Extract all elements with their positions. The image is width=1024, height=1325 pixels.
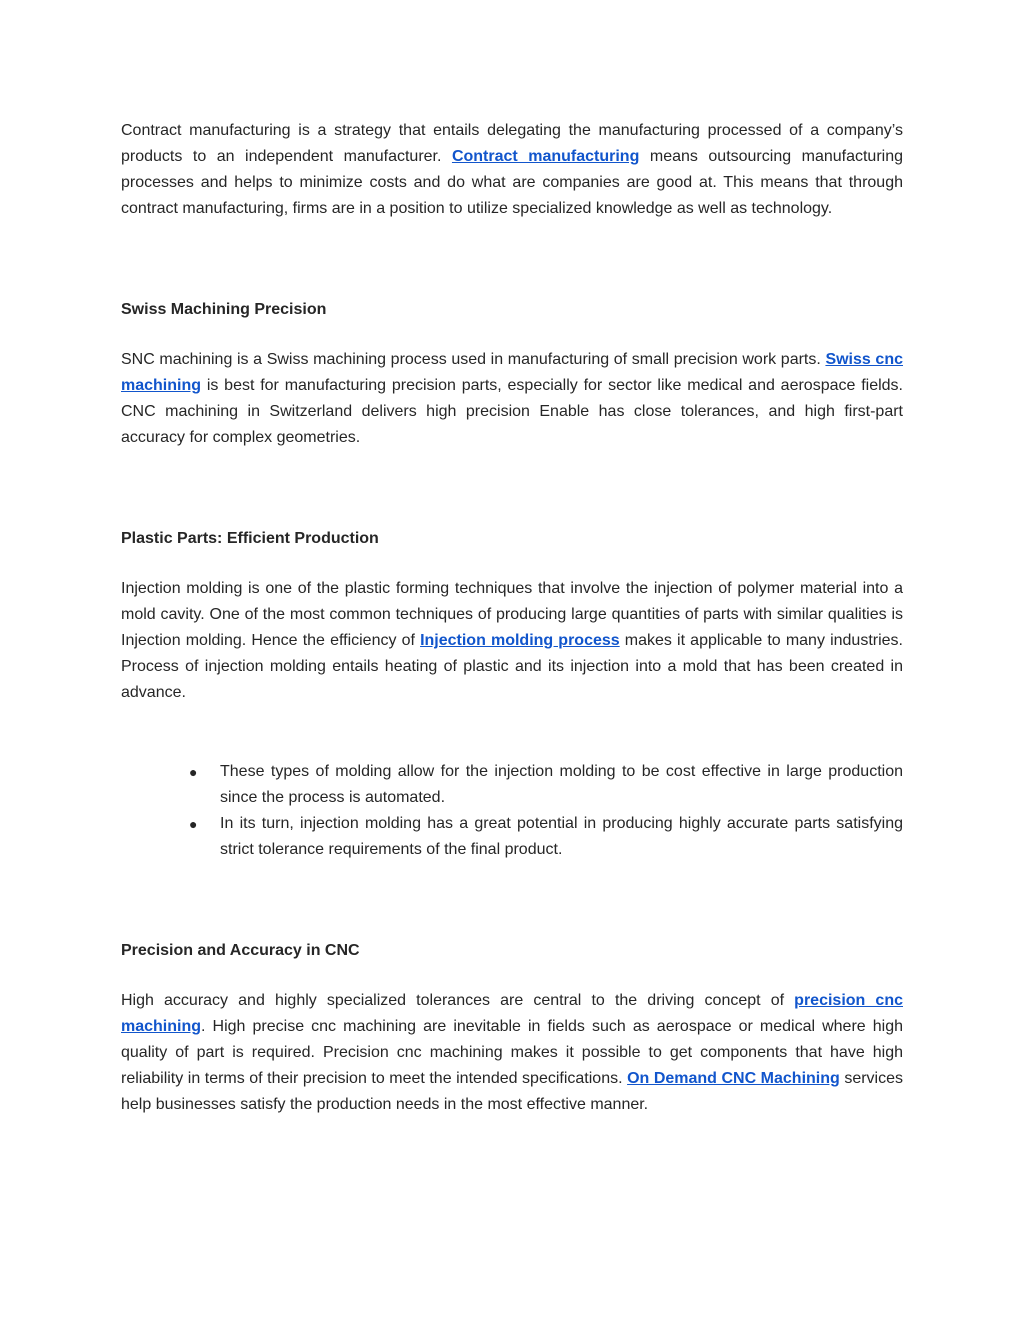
precision-text-end: services help businesses satisfy the production needs in the most effective manner. [121,1070,904,1113]
intro-text-end: means outsourcing manufacturing processes and helps to minimize costs and do what are companies are good at. This means that through contract manufacturing, firms are in a position to utilize specialized knowledge as well as technology. [121,148,904,217]
plastic-bullet-list [121,759,903,863]
bullet-icon: ● [189,816,198,832]
list-item [189,759,903,811]
plastic-paragraph [121,576,903,706]
on-demand-cnc-machining-link[interactable]: On Demand CNC Machining [627,1070,840,1087]
plastic-text-start: Injection molding is one of the plastic forming techniques that involve the injection of polymer material into a mold cavity. One of the most common techniques of producing large quantities of parts with similar qualities is Injection molding. Hence the efficiency of [121,580,903,649]
swiss-heading: Swiss Machining Precision [121,301,327,318]
list-item [189,811,903,863]
precision-heading: Precision and Accuracy in CNC [121,942,360,959]
list-item-text: In its turn, injection molding has a great potential in producing highly accurate parts satisfying strict tolerance requirements of the final product. [220,815,903,858]
contract-manufacturing-link[interactable]: Contract manufacturing [451,148,640,165]
document-page [121,118,903,1118]
precision-text-middle: . High precise cnc machining are inevitable in fields such as aerospace or medical where high quality of part is required. Precision cnc machining makes it possible to get components that have high reliability in terms of their precision to meet the intended specifications. [121,1018,903,1087]
bullet-icon: ● [189,764,198,780]
swiss-paragraph [121,347,903,451]
precision-text-start: High accuracy and highly specialized tolerances are central to the driving concept of [121,992,795,1009]
precision-cnc-machining-link[interactable]: precision cnc machining [121,992,903,1035]
plastic-heading: Plastic Parts: Efficient Production [121,530,379,547]
injection-molding-process-link[interactable]: Injection molding process [420,632,620,649]
precision-paragraph [121,988,903,1118]
swiss-text-start: SNC machining is a Swiss machining process used in manufacturing of small precision work parts. [121,351,826,368]
plastic-text-end: makes it applicable to many industries. Process of injection molding entails heating of plastic and its injection into a mold that has been created in advance. [121,632,903,701]
list-item-text: These types of molding allow for the injection molding to be cost effective in large production since the process is automated. [220,763,903,806]
swiss-text-end: is best for manufacturing precision parts, especially for sector like medical and aerospace fields. CNC machining in Switzerland delivers high precision Enable has close tolerances, and high first-part accuracy for complex geometries. [121,377,903,446]
swiss-cnc-machining-link[interactable]: Swiss cnc machining [121,351,903,394]
intro-text-start: Contract manufacturing is a strategy that entails delegating the manufacturing processed of a company’s products to an independent manufacturer. [121,122,903,165]
intro-paragraph [121,118,903,222]
